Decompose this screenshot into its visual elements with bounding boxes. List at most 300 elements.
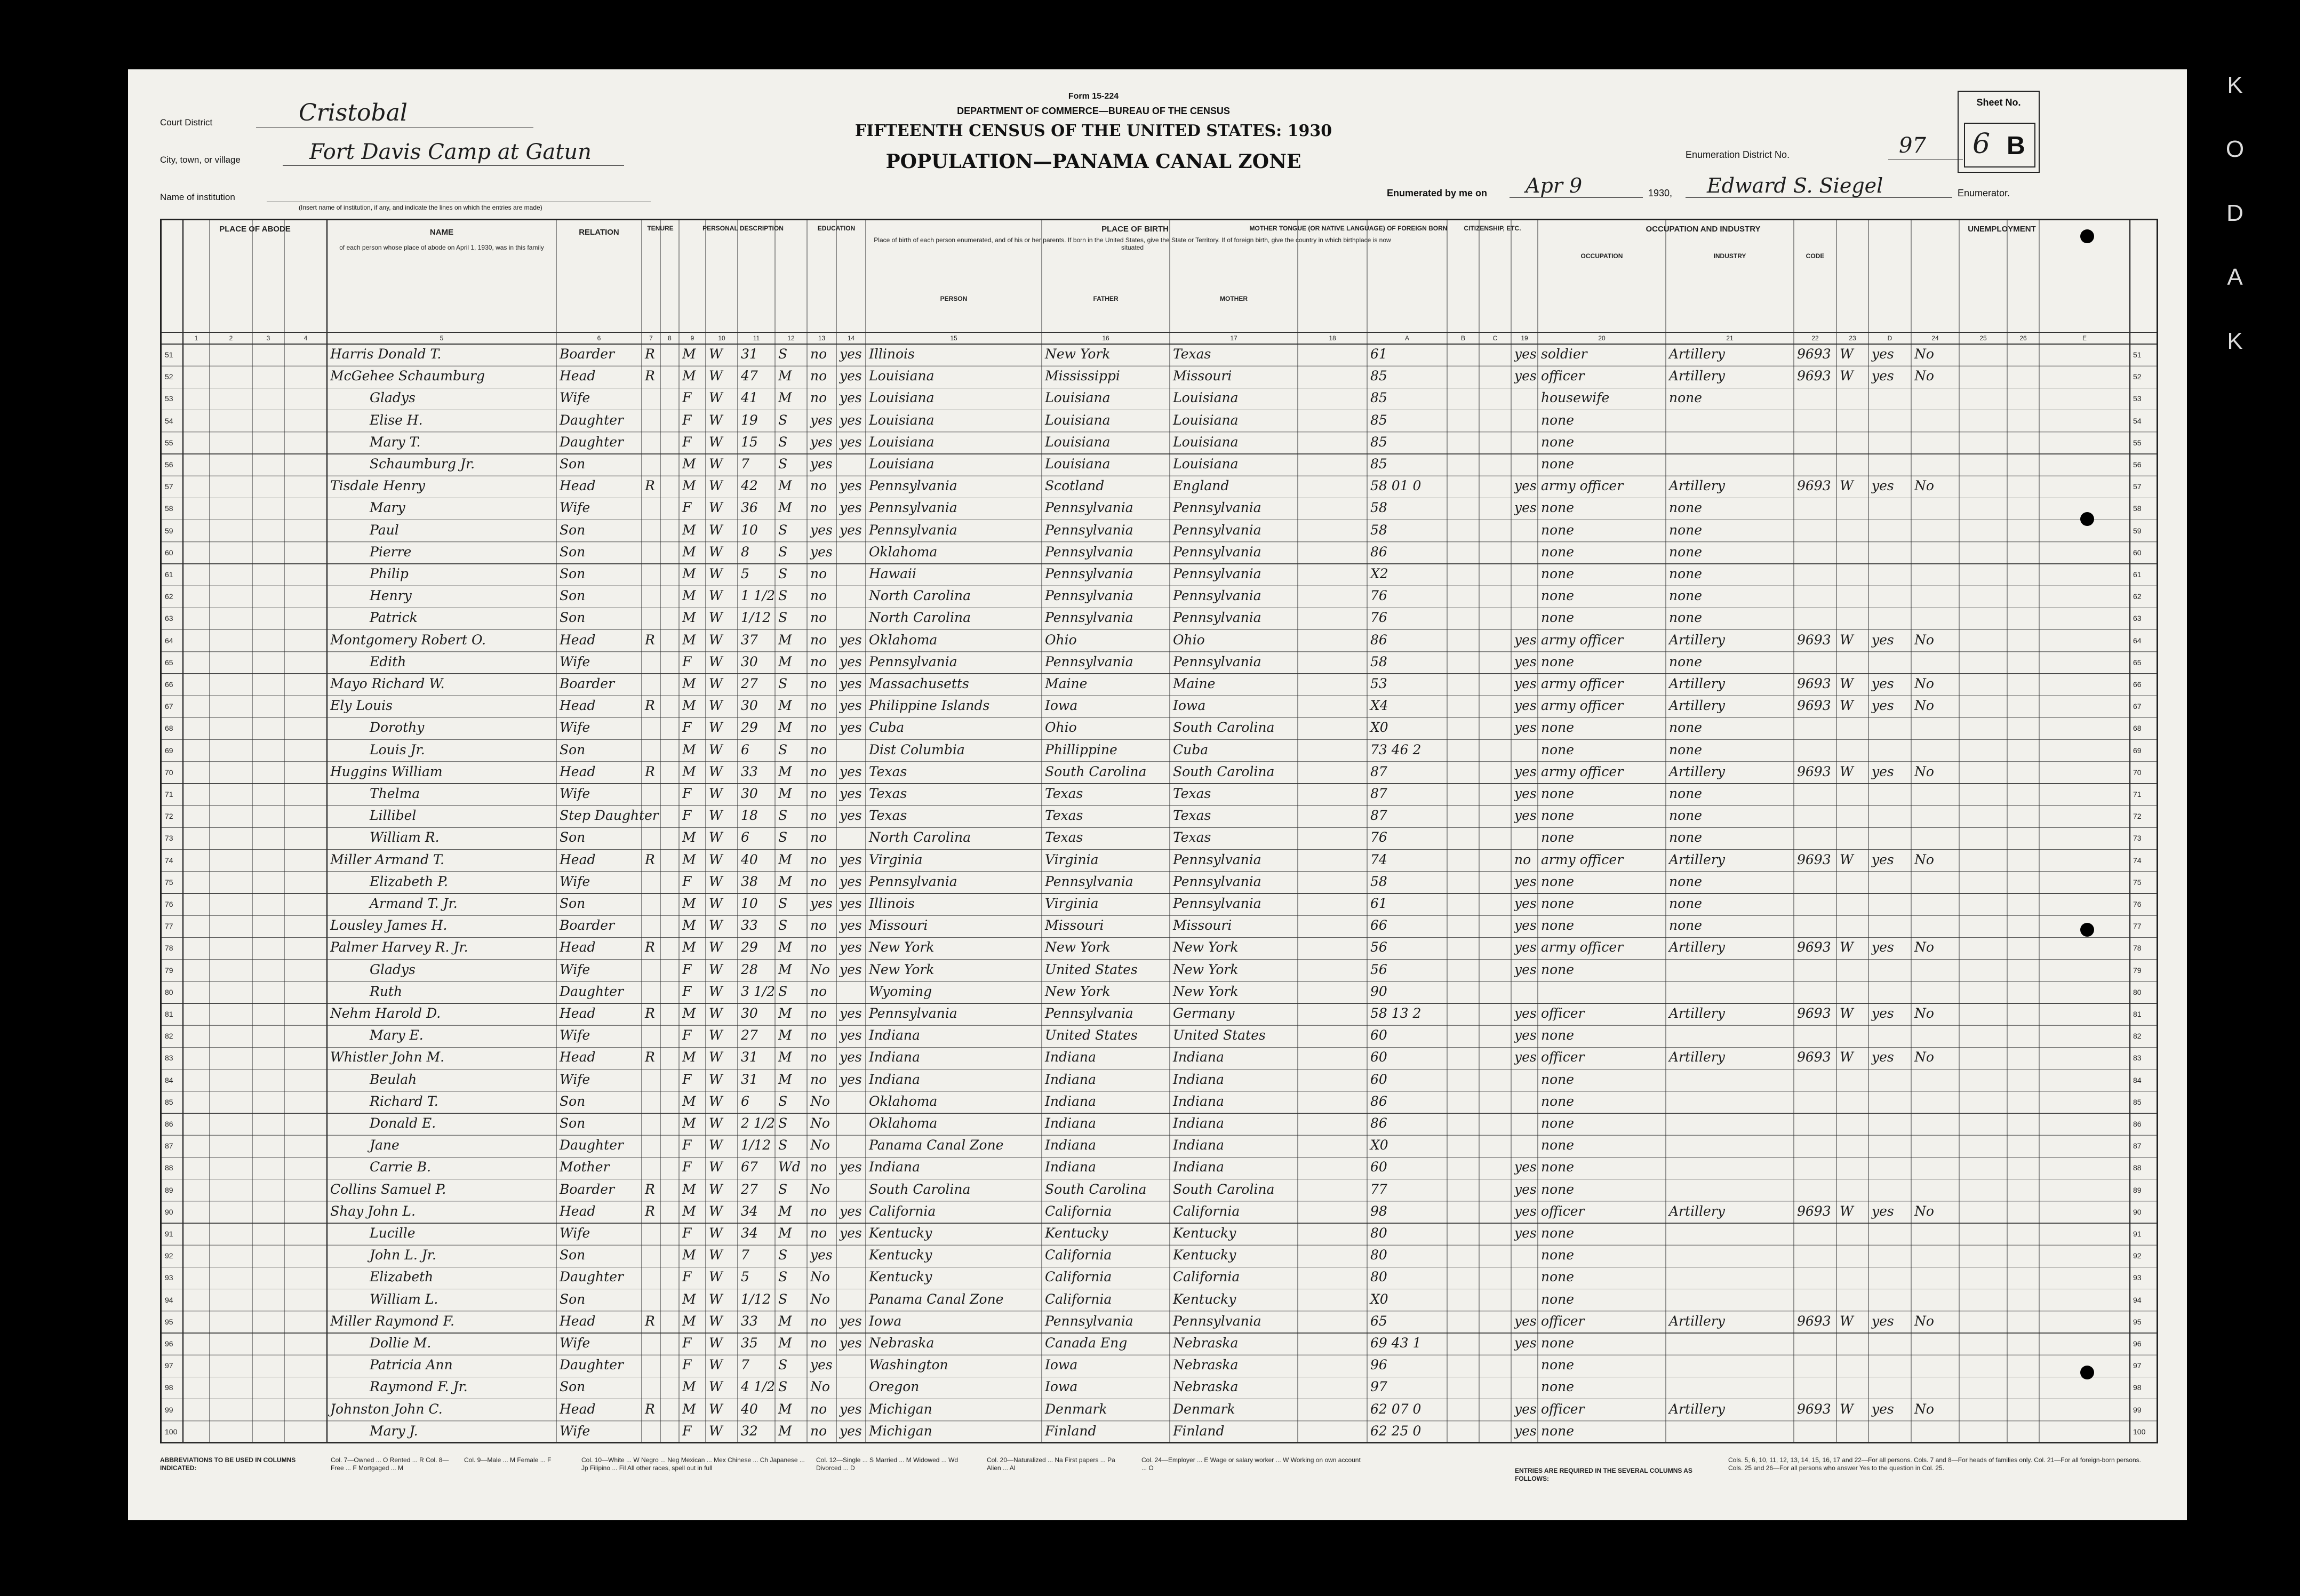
cell-sex: F <box>682 1423 692 1439</box>
cell-bp: Missouri <box>869 917 928 933</box>
cell-age: 27 <box>741 1027 758 1043</box>
cell-age: 15 <box>741 434 758 450</box>
cell-mar: M <box>778 1006 792 1021</box>
line-number: 84 <box>165 1075 173 1084</box>
cell-code: 73 46 2 <box>1370 741 1421 757</box>
cell-cw: W <box>1840 763 1854 779</box>
cell-mbp: New York <box>1173 961 1239 977</box>
line-number: 80 <box>165 987 173 996</box>
group-unemployment: UNEMPLOYMENT <box>1968 225 2036 234</box>
cell-ind: none <box>1669 786 1703 801</box>
cell-race: W <box>709 632 723 648</box>
cell-bp: Pennsylvania <box>869 873 957 889</box>
cell-fbp: Pennsylvania <box>1045 522 1133 538</box>
cell-name: Paul <box>370 522 399 538</box>
cell-lit: yes <box>840 390 862 406</box>
cell-sex: M <box>682 1115 696 1131</box>
census-table <box>160 219 2158 1443</box>
cell-sex: M <box>682 1379 696 1395</box>
column-number: D <box>1887 334 1892 342</box>
cell-att: no <box>810 851 827 867</box>
cell-race: W <box>709 1357 723 1373</box>
line-number: 82 <box>2133 1032 2142 1041</box>
cell-code: 62 25 0 <box>1370 1423 1421 1439</box>
line-number: 68 <box>2133 724 2142 733</box>
line-number: 53 <box>2133 394 2142 403</box>
cell-att: no <box>810 786 827 801</box>
cell-bp: Oregon <box>869 1379 920 1395</box>
cell-mbp: Indiana <box>1173 1137 1224 1153</box>
column-number: 14 <box>847 334 855 342</box>
cell-mar: S <box>778 522 788 538</box>
cell-mbp: California <box>1173 1203 1240 1219</box>
cell-bp: Oklahoma <box>869 544 938 560</box>
cell-race: W <box>709 1401 723 1417</box>
cell-mbp: Pennsylvania <box>1173 1313 1261 1329</box>
cell-code: 58 13 2 <box>1370 1006 1421 1021</box>
cell-code: 85 <box>1370 434 1387 450</box>
cell-name: Louis Jr. <box>370 741 425 757</box>
cell-sex: F <box>682 1357 692 1373</box>
cell-att: no <box>810 653 827 669</box>
cell-emp2: No <box>1914 478 1934 494</box>
cell-mbp: Pennsylvania <box>1173 588 1261 604</box>
cell-code: 65 <box>1370 1313 1387 1329</box>
cell-code: X0 <box>1370 720 1388 736</box>
cell-ind: none <box>1669 588 1703 604</box>
cell-bp: Panama Canal Zone <box>869 1291 1004 1307</box>
cell-code: 58 01 0 <box>1370 478 1421 494</box>
cell-ind: Artillery <box>1669 763 1725 779</box>
cell-lit: yes <box>840 653 862 669</box>
cell-race: W <box>709 961 723 977</box>
cell-att: no <box>810 763 827 779</box>
cell-age: 42 <box>741 478 758 494</box>
cell-fbp: Mississippi <box>1045 368 1120 384</box>
cell-mbp: South Carolina <box>1173 720 1275 736</box>
cell-mbp: Pennsylvania <box>1173 544 1261 560</box>
cell-race: W <box>709 588 723 604</box>
cell-mar: M <box>778 632 792 648</box>
cell-att: yes <box>810 896 833 911</box>
cell-lit: yes <box>840 478 862 494</box>
cell-rel: Wife <box>560 1071 590 1087</box>
cell-bp: Michigan <box>869 1401 932 1417</box>
cell-att: no <box>810 500 827 516</box>
cell-mbp: Pennsylvania <box>1173 522 1261 538</box>
cell-code: 60 <box>1370 1049 1387 1065</box>
cell-name: Tisdale Henry <box>330 478 425 494</box>
cell-occ: army officer <box>1541 676 1624 691</box>
cell-mbp: Pennsylvania <box>1173 653 1261 669</box>
cell-bp: Kentucky <box>869 1247 932 1263</box>
cell-occ: none <box>1541 961 1575 977</box>
sheet-box <box>1958 91 2040 173</box>
cell-mar: S <box>778 1137 788 1153</box>
cell-att: yes <box>810 456 833 472</box>
cell-code: 90 <box>1370 983 1387 999</box>
line-number: 86 <box>2133 1120 2142 1128</box>
cell-name: Patricia Ann <box>370 1357 453 1373</box>
cell-ind: Artillery <box>1669 1313 1725 1329</box>
cell-occ: army officer <box>1541 478 1624 494</box>
cell-code: 76 <box>1370 829 1387 845</box>
line-number: 55 <box>2133 438 2142 447</box>
cell-att: No <box>810 961 830 977</box>
cell-att: no <box>810 983 827 999</box>
cell-cit: yes <box>1514 653 1537 669</box>
cell-lit: yes <box>840 917 862 933</box>
cell-occ: none <box>1541 1027 1575 1043</box>
line-number: 71 <box>165 790 173 799</box>
cell-cit: yes <box>1514 1401 1537 1417</box>
cell-lit: yes <box>840 1423 862 1439</box>
cell-rel: Son <box>560 1115 586 1131</box>
cell-race: W <box>709 412 723 428</box>
cell-att: yes <box>810 522 833 538</box>
enumerator-name: Edward S. Siegel <box>1707 174 1883 197</box>
city-value: Fort Davis Camp at Gatun <box>309 140 592 164</box>
cell-att: no <box>810 1027 827 1043</box>
cell-bp: Iowa <box>869 1313 902 1329</box>
cell-own: R <box>645 851 655 867</box>
cell-occ: none <box>1541 1115 1575 1131</box>
cell-rel: Son <box>560 896 586 911</box>
cell-age: 32 <box>741 1423 758 1439</box>
cell-mbp: Missouri <box>1173 917 1232 933</box>
cell-cw: W <box>1840 1049 1854 1065</box>
cell-sex: F <box>682 390 692 406</box>
cell-age: 10 <box>741 896 758 911</box>
cell-mar: M <box>778 939 792 955</box>
cell-lit: yes <box>840 939 862 955</box>
cell-race: W <box>709 896 723 911</box>
cell-race: W <box>709 808 723 824</box>
enumerated-year: 1930, <box>1648 188 1673 198</box>
line-number: 77 <box>2133 922 2142 931</box>
cell-att: no <box>810 676 827 691</box>
line-number: 79 <box>165 965 173 975</box>
cell-bp: Michigan <box>869 1423 932 1439</box>
cell-lit: yes <box>840 1203 862 1219</box>
cell-sex: M <box>682 1313 696 1329</box>
cell-age: 7 <box>741 1247 749 1263</box>
cell-sex: F <box>682 983 692 999</box>
line-number: 67 <box>165 702 173 711</box>
group-mother-tongue: MOTHER TONGUE (OR NATIVE LANGUAGE) OF FOREIGN BORN <box>1249 225 1448 232</box>
cell-race: W <box>709 720 723 736</box>
cell-race: W <box>709 763 723 779</box>
cell-name: Nehm Harold D. <box>330 1006 441 1021</box>
cell-occ: none <box>1541 1379 1575 1395</box>
cell-cit: yes <box>1514 1313 1537 1329</box>
cell-fbp: Denmark <box>1045 1401 1107 1417</box>
line-number: 75 <box>165 877 173 887</box>
column-number: 1 <box>194 334 198 342</box>
institution-note: (Insert name of institution, if any, and indicate the lines on which the entries are made) <box>299 204 542 211</box>
cell-ind: Artillery <box>1669 346 1725 362</box>
cell-sex: M <box>682 1247 696 1263</box>
cell-occ: housewife <box>1541 390 1610 406</box>
cell-race: W <box>709 786 723 801</box>
cell-cit: yes <box>1514 961 1537 977</box>
cell-ind: none <box>1669 741 1703 757</box>
cell-code: 60 <box>1370 1071 1387 1087</box>
cell-emp: yes <box>1872 698 1894 714</box>
cell-fbp: Canada Eng <box>1045 1335 1128 1351</box>
cell-occ: officer <box>1541 1203 1585 1219</box>
cell-name: Gladys <box>370 390 416 406</box>
cell-mar: S <box>778 829 788 845</box>
cell-oc: 9693 <box>1797 698 1831 714</box>
cell-fbp: United States <box>1045 961 1138 977</box>
cell-age: 1/12 <box>741 1137 771 1153</box>
cell-age: 33 <box>741 917 758 933</box>
cell-rel: Wife <box>560 720 590 736</box>
cell-att: yes <box>810 1357 833 1373</box>
cell-bp: New York <box>869 961 935 977</box>
cell-race: W <box>709 346 723 362</box>
cell-age: 19 <box>741 412 758 428</box>
cell-age: 36 <box>741 500 758 516</box>
cell-occ: none <box>1541 1181 1575 1197</box>
cell-fbp: Louisiana <box>1045 412 1111 428</box>
cell-code: 61 <box>1370 896 1387 911</box>
line-number: 90 <box>165 1207 173 1216</box>
cell-mbp: Texas <box>1173 829 1211 845</box>
cell-own: R <box>645 939 655 955</box>
cell-name: Schaumburg Jr. <box>370 456 475 472</box>
cell-sex: M <box>682 829 696 845</box>
cell-mbp: Finland <box>1173 1423 1225 1439</box>
cell-name: Miller Armand T. <box>330 851 444 867</box>
cell-rel: Wife <box>560 653 590 669</box>
cell-name: Whistler John M. <box>330 1049 445 1065</box>
cell-sex: M <box>682 676 696 691</box>
cell-occ: none <box>1541 873 1575 889</box>
cell-code: 76 <box>1370 610 1387 626</box>
cell-occ: none <box>1541 741 1575 757</box>
cell-occ: none <box>1541 412 1575 428</box>
cell-code: 86 <box>1370 1093 1387 1109</box>
cell-own: R <box>645 1049 655 1065</box>
cell-att: no <box>810 1401 827 1417</box>
cell-own: R <box>645 763 655 779</box>
cell-rel: Boarder <box>560 917 615 933</box>
line-number: 58 <box>165 504 173 513</box>
court-district-label: Court District <box>160 117 213 127</box>
cell-code: 85 <box>1370 456 1387 472</box>
cell-sex: M <box>682 1181 696 1197</box>
court-district-value: Cristobal <box>299 99 408 126</box>
line-number: 98 <box>165 1383 173 1392</box>
column-number: 18 <box>1329 334 1336 342</box>
column-number: 23 <box>1849 334 1856 342</box>
cell-att: No <box>810 1181 830 1197</box>
cell-bp: Pennsylvania <box>869 478 957 494</box>
cell-mbp: Pennsylvania <box>1173 873 1261 889</box>
cell-sex: M <box>682 456 696 472</box>
name-desc: of each person whose place of abode on April 1, 1930, was in this family <box>339 244 544 251</box>
cell-name: Lucille <box>370 1225 416 1241</box>
cell-oc: 9693 <box>1797 478 1831 494</box>
column-number: 21 <box>1726 334 1734 342</box>
cell-emp: yes <box>1872 632 1894 648</box>
cell-cit: yes <box>1514 1225 1537 1241</box>
line-number: 89 <box>2133 1185 2142 1194</box>
cell-age: 31 <box>741 1071 758 1087</box>
cell-bp: Pennsylvania <box>869 1006 957 1021</box>
cell-code: X0 <box>1370 1291 1388 1307</box>
cell-mbp: New York <box>1173 983 1239 999</box>
cell-name: Lousley James H. <box>330 917 448 933</box>
cell-code: 98 <box>1370 1203 1387 1219</box>
cell-lit: yes <box>840 412 862 428</box>
cell-sex: M <box>682 1203 696 1219</box>
cell-mbp: Missouri <box>1173 368 1232 384</box>
cell-mbp: California <box>1173 1269 1240 1285</box>
cell-att: no <box>810 1225 827 1241</box>
cell-fbp: Texas <box>1045 829 1083 845</box>
cell-bp: Illinois <box>869 896 915 911</box>
cell-sex: M <box>682 896 696 911</box>
cell-bp: Kentucky <box>869 1225 932 1241</box>
cell-rel: Son <box>560 741 586 757</box>
line-number: 51 <box>165 350 173 359</box>
cell-bp: Illinois <box>869 346 915 362</box>
cell-att: no <box>810 1203 827 1219</box>
cell-code: 77 <box>1370 1181 1387 1197</box>
cell-mar: S <box>778 544 788 560</box>
cell-oc: 9693 <box>1797 939 1831 955</box>
col-mother: MOTHER <box>1220 295 1248 302</box>
cell-code: 76 <box>1370 588 1387 604</box>
cell-race: W <box>709 851 723 867</box>
cell-occ: none <box>1541 1335 1575 1351</box>
line-number: 76 <box>165 900 173 908</box>
cell-own: R <box>645 1006 655 1021</box>
cell-cw: W <box>1840 676 1854 691</box>
cell-ind: none <box>1669 917 1703 933</box>
cell-fbp: New York <box>1045 939 1111 955</box>
cell-att: no <box>810 808 827 824</box>
cell-att: no <box>810 368 827 384</box>
film-edge-mark: K O D A K <box>2225 72 2245 354</box>
cell-cit: yes <box>1514 917 1537 933</box>
cell-emp2: No <box>1914 1006 1934 1021</box>
punch-hole <box>2080 923 2094 937</box>
line-number: 85 <box>165 1097 173 1106</box>
line-number: 99 <box>2133 1405 2142 1414</box>
cell-lit: yes <box>840 676 862 691</box>
cell-lit: yes <box>840 896 862 911</box>
cell-emp: yes <box>1872 1313 1894 1329</box>
cell-rel: Head <box>560 478 596 494</box>
cell-ind: none <box>1669 566 1703 581</box>
cell-age: 38 <box>741 873 758 889</box>
cell-name: Lillibel <box>370 808 417 824</box>
line-number: 81 <box>2133 1010 2142 1018</box>
cell-name: Richard T. <box>370 1093 438 1109</box>
line-number: 72 <box>165 812 173 821</box>
cell-cw: W <box>1840 698 1854 714</box>
cell-race: W <box>709 1137 723 1153</box>
cell-code: 60 <box>1370 1159 1387 1175</box>
column-number: 12 <box>787 334 795 342</box>
line-number: 87 <box>165 1142 173 1151</box>
cell-sex: F <box>682 434 692 450</box>
ed-value: 97 <box>1899 133 1926 158</box>
cell-fbp: Pennsylvania <box>1045 653 1133 669</box>
cell-name: Edith <box>370 653 406 669</box>
cell-bp: Panama Canal Zone <box>869 1137 1004 1153</box>
cell-ind: none <box>1669 500 1703 516</box>
line-number: 55 <box>165 438 173 447</box>
cell-cw: W <box>1840 1006 1854 1021</box>
cell-occ: none <box>1541 566 1575 581</box>
line-number: 89 <box>165 1185 173 1194</box>
cell-bp: Indiana <box>869 1159 920 1175</box>
cell-age: 10 <box>741 522 758 538</box>
enumerator-label: Enumerator. <box>1958 188 2010 198</box>
cell-mbp: Cuba <box>1173 741 1209 757</box>
cell-lit: yes <box>840 1049 862 1065</box>
cell-bp: North Carolina <box>869 588 971 604</box>
line-number: 88 <box>165 1163 173 1172</box>
cell-ind: Artillery <box>1669 1049 1725 1065</box>
cell-sex: F <box>682 1269 692 1285</box>
cell-mbp: Texas <box>1173 808 1211 824</box>
punch-hole <box>2080 512 2094 526</box>
cell-att: no <box>810 588 827 604</box>
cell-lit: yes <box>840 873 862 889</box>
cell-fbp: Louisiana <box>1045 390 1111 406</box>
cell-oc: 9693 <box>1797 1401 1831 1417</box>
cell-emp: yes <box>1872 676 1894 691</box>
cell-lit: yes <box>840 698 862 714</box>
line-number: 66 <box>2133 680 2142 689</box>
line-number: 52 <box>2133 372 2142 381</box>
cell-mar: M <box>778 368 792 384</box>
column-number: 25 <box>1979 334 1987 342</box>
cell-cw: W <box>1840 632 1854 648</box>
line-number: 69 <box>2133 746 2142 755</box>
column-number: A <box>1404 334 1409 342</box>
cell-fbp: Iowa <box>1045 698 1078 714</box>
col-occupation: OCCUPATION <box>1580 252 1623 260</box>
cell-fbp: Indiana <box>1045 1093 1096 1109</box>
cell-code: 80 <box>1370 1269 1387 1285</box>
cell-mar: S <box>778 588 788 604</box>
cell-cit: yes <box>1514 478 1537 494</box>
cell-mar: M <box>778 1225 792 1241</box>
cell-age: 6 <box>741 1093 749 1109</box>
cell-rel: Head <box>560 939 596 955</box>
cell-age: 18 <box>741 808 758 824</box>
cell-rel: Head <box>560 763 596 779</box>
abbrev-col10: Col. 10—White ... W Negro ... Neg Mexican ... Mex Chinese ... Ch Japanese ... Jp Filipino ... Fil All other races, spell out in full <box>581 1456 805 1472</box>
cell-race: W <box>709 1006 723 1021</box>
cell-code: 87 <box>1370 786 1387 801</box>
cell-age: 37 <box>741 632 758 648</box>
cell-occ: none <box>1541 1225 1575 1241</box>
cell-att: yes <box>810 1247 833 1263</box>
cell-mar: S <box>778 1269 788 1285</box>
cell-name: Carrie B. <box>370 1159 431 1175</box>
cell-bp: Louisiana <box>869 412 935 428</box>
cell-code: 80 <box>1370 1247 1387 1263</box>
cell-mbp: Indiana <box>1173 1093 1224 1109</box>
